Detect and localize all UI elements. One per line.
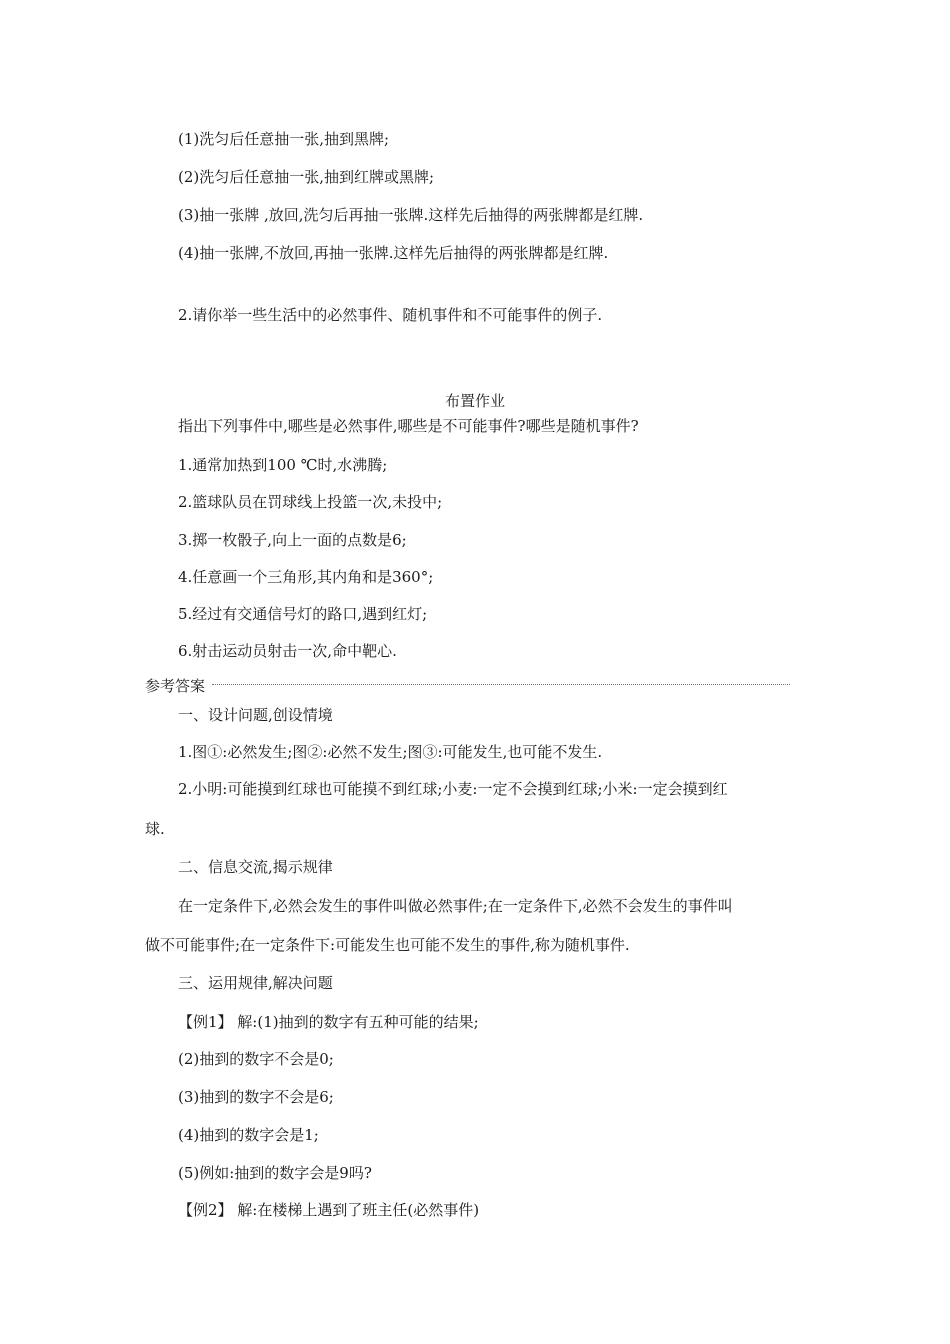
answer-line: (3)抽到的数字不会是6; — [178, 1088, 334, 1106]
example-2: 【例2】 解:在楼梯上遇到了班主任(必然事件) — [178, 1201, 480, 1219]
dotted-divider — [212, 684, 790, 685]
question-2: 2.请你举一些生活中的必然事件、随机事件和不可能事件的例子. — [178, 306, 603, 324]
answer-section-2: 二、信息交流,揭示规律 — [178, 858, 333, 876]
question-line-3: (3)抽一张牌 ,放回,洗匀后再抽一张牌.这样先后抽得的两张牌都是红牌. — [178, 206, 644, 224]
homework-item-1: 1.通常加热到100 ℃时,水沸腾; — [178, 456, 388, 474]
answer-line: (2)抽到的数字不会是0; — [178, 1050, 334, 1068]
answer-section-3: 三、运用规律,解决问题 — [178, 974, 333, 992]
answer-line: 球. — [145, 820, 165, 838]
homework-item-6: 6.射击运动员射击一次,命中靶心. — [178, 642, 397, 660]
answer-line: 在一定条件下,必然会发生的事件叫做必然事件;在一定条件下,必然不会发生的事件叫 — [178, 897, 733, 915]
homework-item-2: 2.篮球队员在罚球线上投篮一次,未投中; — [178, 493, 443, 511]
homework-item-5: 5.经过有交通信号灯的路口,遇到红灯; — [178, 605, 428, 623]
example-1: 【例1】 解:(1)抽到的数字有五种可能的结果; — [178, 1013, 479, 1031]
answer-section-1: 一、设计问题,创设情境 — [178, 706, 333, 724]
question-line-1: (1)洗匀后任意抽一张,抽到黑牌; — [178, 130, 390, 148]
answers-heading: 参考答案 — [145, 677, 206, 695]
answer-line: (5)例如:抽到的数字会是9吗? — [178, 1164, 372, 1182]
homework-title: 布置作业 — [444, 392, 505, 410]
answer-line: 做不可能事件;在一定条件下:可能发生也可能不发生的事件,称为随机事件. — [145, 936, 630, 954]
homework-item-4: 4.任意画一个三角形,其内角和是360°; — [178, 568, 434, 586]
homework-item-3: 3.掷一枚骰子,向上一面的点数是6; — [178, 531, 407, 549]
answer-line: 1.图①:必然发生;图②:必然不发生;图③:可能发生,也可能不发生. — [178, 743, 603, 761]
homework-intro: 指出下列事件中,哪些是必然事件,哪些是不可能事件?哪些是随机事件? — [178, 417, 639, 435]
question-line-2: (2)洗匀后任意抽一张,抽到红牌或黑牌; — [178, 168, 435, 186]
answer-line: 2.小明:可能摸到红球也可能摸不到红球;小麦:一定不会摸到红球;小米:一定会摸到红 — [178, 780, 728, 798]
answer-line: (4)抽到的数字会是1; — [178, 1126, 319, 1144]
question-line-4: (4)抽一张牌,不放回,再抽一张牌.这样先后抽得的两张牌都是红牌. — [178, 244, 609, 262]
